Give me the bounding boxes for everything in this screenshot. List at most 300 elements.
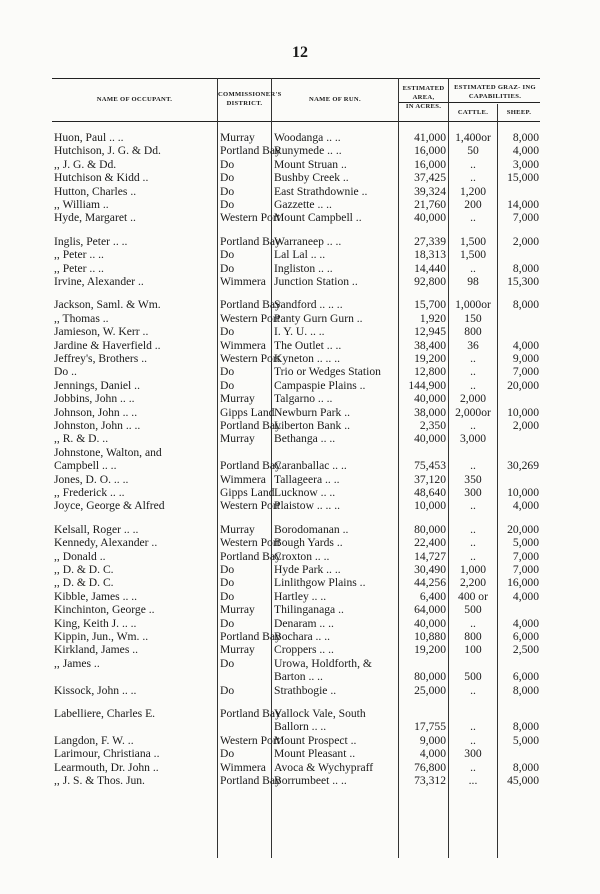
district: Portland Bay — [220, 419, 281, 432]
table-row — [52, 603, 540, 616]
run-name: I. Y. U. .. .. — [274, 325, 325, 339]
cattle-count: 100 — [464, 643, 482, 657]
occupant-name: Larimour, Christiana .. — [54, 747, 160, 761]
table-row — [52, 670, 540, 683]
run-name: Gazzette .. .. — [274, 198, 332, 211]
area-acres: 40,000 — [414, 616, 446, 630]
header-occupant: NAME OF OCCUPANT. — [96, 96, 173, 103]
sheep-count: 20,000 — [507, 378, 539, 392]
page-number: 12 — [292, 44, 308, 61]
area-acres: 4,000 — [419, 747, 446, 761]
table-row — [52, 144, 540, 157]
occupant-name: ,, Donald .. — [54, 549, 106, 563]
table-row — [52, 262, 540, 275]
cattle-count: .. — [470, 459, 476, 473]
area-acres: 41,000 — [414, 131, 446, 144]
occupant-name: ,, James .. — [54, 656, 100, 670]
occupant-name: ,, J. G. & Dd. — [54, 157, 117, 171]
cattle-count: .. — [470, 616, 476, 630]
run-name: Caranballac .. .. — [274, 459, 347, 473]
occupant-name: ,, Peter .. .. — [54, 261, 104, 275]
table-row — [52, 419, 540, 432]
cattle-count: 400 or — [458, 589, 488, 603]
district: Murray — [220, 432, 255, 446]
district: Portland Bay — [220, 144, 281, 158]
run-name: Hyde Park .. .. — [274, 563, 341, 576]
occupant-name: Learmouth, Dr. John .. — [54, 760, 159, 774]
run-name: Campaspie Plains .. — [274, 378, 366, 392]
run-name: East Strathdownie .. — [274, 184, 368, 198]
run-name: Plaistow .. .. .. — [274, 499, 341, 513]
table-row — [52, 643, 540, 656]
run-name: Panty Gurn Gurn .. — [274, 311, 363, 325]
run-name: Talgarno .. .. — [274, 392, 333, 406]
district: Do — [220, 325, 235, 339]
district: Murray — [220, 131, 255, 144]
cattle-count: .. — [470, 499, 476, 513]
table-row — [52, 747, 540, 760]
district: Portland Bay — [220, 298, 281, 312]
sheep-count: 15,300 — [507, 275, 539, 288]
area-acres: 44,256 — [414, 576, 446, 590]
table-row — [52, 339, 540, 352]
district: Murray — [220, 603, 255, 617]
district: Portland Bay — [220, 774, 281, 787]
cattle-count: ... — [468, 774, 478, 787]
district: Gipps Land — [220, 486, 275, 499]
occupant-name: Jeffrey's, Brothers .. — [54, 352, 147, 365]
sheep-count: 4,000 — [512, 589, 539, 603]
cattle-count: .. — [470, 352, 476, 365]
cattle-count: 2,000 — [459, 392, 487, 406]
sheep-count: 15,000 — [507, 171, 539, 185]
run-name: Bochara .. .. — [274, 630, 331, 643]
area-acres: 16,000 — [414, 157, 446, 171]
table-row — [52, 761, 540, 774]
occupant-name: Jones, D. O. .. .. — [54, 472, 129, 486]
run-name: Kyneton .. .. .. — [274, 352, 341, 365]
cattle-count: 36 — [467, 338, 479, 352]
sheep-count: 6,000 — [512, 670, 539, 684]
occupant-name: Kennedy, Alexander .. — [54, 536, 158, 550]
occupant-name: Hutton, Charles .. — [54, 184, 137, 198]
area-acres: 15,700 — [414, 298, 446, 312]
district: Do — [220, 171, 235, 185]
table-row — [52, 392, 540, 405]
area-acres: 21,760 — [414, 198, 446, 211]
district: Do — [220, 747, 235, 761]
run-name: Borrumbeet .. .. — [274, 774, 347, 787]
run-name: Bough Yards .. — [274, 536, 343, 550]
district: Murray — [220, 522, 255, 536]
sheep-count: 16,000 — [507, 576, 539, 590]
district: Do — [220, 616, 235, 630]
sheep-count: 7,000 — [512, 549, 539, 563]
area-acres: 37,425 — [414, 171, 446, 185]
table-row — [52, 446, 540, 459]
district: Do — [220, 365, 235, 379]
area-acres: 19,200 — [414, 352, 446, 365]
header-district: COMMISSIONER'S DISTRICT. — [218, 91, 282, 107]
area-acres: 19,200 — [414, 643, 446, 657]
header-grazing: ESTIMATED GRAZ- ING CAPABILITIES. — [454, 84, 536, 100]
run-name: Croxton .. .. — [274, 549, 330, 563]
occupant-name: Labelliere, Charles E. — [54, 707, 156, 720]
cattle-count: .. — [470, 536, 476, 550]
run-name: Runymede .. .. — [274, 144, 342, 158]
cattle-count: 500 — [464, 670, 482, 684]
table-top-rule — [52, 78, 540, 79]
table-row — [52, 734, 540, 747]
run-name: Borodomanan .. — [274, 522, 349, 536]
run-name: Hartley .. .. — [274, 589, 327, 603]
area-acres: 1,920 — [419, 311, 446, 325]
district: Portland Bay — [220, 630, 281, 643]
cattle-count: .. — [470, 720, 476, 734]
occupant-name: Johnson, John .. .. — [54, 405, 138, 419]
occupant-name: Hutchison, J. G. & Dd. — [54, 144, 161, 158]
area-acres: 73,312 — [414, 774, 446, 787]
district: Murray — [220, 392, 255, 406]
district: Do — [220, 157, 235, 171]
run-name: Trio or Wedges Station — [274, 365, 381, 379]
occupant-name: Do .. — [54, 365, 77, 379]
table-row — [52, 720, 540, 733]
area-acres: 92,800 — [414, 275, 446, 288]
cattle-count: .. — [470, 549, 476, 563]
occupant-name: Kippin, Jun., Wm. .. — [54, 630, 149, 643]
sheep-count: 8,000 — [512, 720, 539, 734]
district: Murray — [220, 643, 255, 657]
cattle-count: .. — [470, 211, 476, 225]
table-row — [52, 365, 540, 378]
occupant-name: Jardine & Haverfield .. — [54, 338, 161, 352]
cattle-count: 1,500 — [459, 248, 487, 262]
table-row — [52, 486, 540, 499]
run-name: Woodanga .. .. — [274, 131, 341, 144]
run-name: Linlithgow Plains .. — [274, 576, 366, 590]
run-name: The Outlet .. .. — [274, 338, 342, 352]
run-name: Lucknow .. .. — [274, 486, 336, 499]
occupant-name: ,, Thomas .. — [54, 311, 109, 325]
district: Western Port — [220, 536, 280, 550]
area-acres: 144,900 — [408, 378, 446, 392]
header-sheep: SHEEP. — [506, 109, 532, 116]
run-name: Strathbogie .. — [274, 683, 337, 697]
cattle-count: 800 — [464, 325, 482, 339]
occupant-name: Joyce, George & Alfred — [54, 499, 165, 513]
district: Do — [220, 184, 235, 198]
district: Do — [220, 683, 235, 697]
sheep-count: 6,000 — [512, 630, 539, 643]
sheep-count: 30,269 — [507, 459, 539, 473]
run-name: Barton .. .. — [274, 670, 323, 684]
area-acres: 10,000 — [414, 499, 446, 513]
area-acres: 48,640 — [414, 486, 446, 499]
cattle-count: .. — [470, 365, 476, 379]
sheep-count: 10,000 — [507, 486, 539, 499]
run-name: Warraneep .. .. — [274, 234, 342, 248]
sheep-count: 4,000 — [512, 616, 539, 630]
run-name: Lal Lal .. .. — [274, 248, 326, 262]
sheep-count: 45,000 — [507, 774, 539, 787]
occupant-name: ,, R. & D. .. — [54, 432, 109, 446]
sheep-count: 5,000 — [512, 536, 539, 550]
occupant-name: Hyde, Margaret .. — [54, 211, 136, 225]
cattle-count: 3,000 — [459, 432, 487, 446]
area-acres: 39,324 — [414, 184, 446, 198]
occupant-name: ,, J. S. & Thos. Jun. — [54, 774, 145, 787]
table-row — [52, 312, 540, 325]
table-row — [52, 379, 540, 392]
table-row — [52, 325, 540, 338]
district: Western Port — [220, 352, 280, 365]
run-name: Thilinganaga .. — [274, 603, 344, 617]
run-name: Croppers .. .. — [274, 643, 334, 657]
area-acres: 10,880 — [414, 630, 446, 643]
table-row — [52, 248, 540, 261]
run-name: Tallageera .. .. — [274, 472, 340, 486]
table-row — [52, 576, 540, 589]
occupant-name: Jackson, Saml. & Wm. — [54, 298, 161, 312]
area-acres: 37,120 — [414, 472, 446, 486]
area-acres: 18,313 — [414, 248, 446, 262]
area-acres: 9,000 — [419, 733, 446, 747]
sheep-count: 4,000 — [512, 499, 539, 513]
run-name: Mount Prospect .. — [274, 733, 357, 747]
occupant-name: Langdon, F. W. .. — [54, 733, 134, 747]
occupant-name: ,, William .. — [54, 198, 109, 211]
sheep-count: 4,000 — [512, 338, 539, 352]
sheep-count: 4,000 — [512, 144, 539, 158]
sheep-count: 8,000 — [512, 298, 539, 312]
cattle-count: 350 — [464, 472, 482, 486]
cattle-count: 800 — [464, 630, 482, 643]
occupant-name: Johnstone, Walton, and — [54, 445, 162, 459]
cattle-count: 200 — [464, 198, 482, 211]
district: Wimmera — [220, 338, 266, 352]
district: Do — [220, 589, 235, 603]
area-acres: 80,000 — [414, 522, 446, 536]
area-acres: 14,440 — [414, 261, 446, 275]
sheep-count: 10,000 — [507, 405, 539, 419]
area-acres: 22,400 — [414, 536, 446, 550]
sheep-count: 20,000 — [507, 522, 539, 536]
cattle-count: 300 — [464, 486, 482, 499]
area-acres: 38,000 — [414, 405, 446, 419]
sheep-count: 9,000 — [512, 352, 539, 365]
cattle-count: .. — [470, 261, 476, 275]
district: Do — [220, 656, 235, 670]
district: Wimmera — [220, 760, 266, 774]
area-acres: 40,000 — [414, 392, 446, 406]
table-row — [52, 774, 540, 787]
table-row — [52, 617, 540, 630]
sheep-count: 2,500 — [512, 643, 539, 657]
cattle-count: 2,200 — [459, 576, 487, 590]
occupant-name: Jennings, Daniel .. — [54, 378, 140, 392]
area-acres: 2,350 — [419, 419, 446, 432]
occupant-name: Hutchison & Kidd .. — [54, 171, 149, 185]
cattle-count: 500 — [464, 603, 482, 617]
table-row — [52, 536, 540, 549]
occupant-name: Huon, Paul .. .. — [54, 131, 124, 144]
table-row — [52, 550, 540, 563]
table-row — [52, 473, 540, 486]
table-row — [52, 684, 540, 697]
sheep-count: 7,000 — [512, 211, 539, 225]
cattle-count: 1,500 — [459, 234, 487, 248]
area-acres: 75,453 — [414, 459, 446, 473]
area-acres: 64,000 — [414, 603, 446, 617]
occupant-name: King, Keith J. .. .. — [54, 616, 137, 630]
occupant-name: Inglis, Peter .. .. — [54, 234, 128, 248]
sheep-count: 8,000 — [512, 261, 539, 275]
district: Portland Bay — [220, 459, 281, 473]
occupant-name: Kissock, John .. .. — [54, 683, 137, 697]
area-acres: 12,945 — [414, 325, 446, 339]
district: Portland Bay — [220, 707, 281, 720]
area-acres: 25,000 — [414, 683, 446, 697]
sheep-count: 8,000 — [512, 131, 539, 144]
occupant-name: Irvine, Alexander .. — [54, 275, 144, 288]
cattle-count: 1,000 — [459, 563, 487, 576]
district: Wimmera — [220, 472, 266, 486]
district: Do — [220, 198, 235, 211]
area-acres: 17,755 — [414, 720, 446, 734]
area-acres: 30,490 — [414, 563, 446, 576]
district: Do — [220, 563, 235, 576]
table-row — [52, 198, 540, 211]
table-row — [52, 432, 540, 445]
area-acres: 80,000 — [414, 670, 446, 684]
area-acres: 40,000 — [414, 432, 446, 446]
district: Western Port — [220, 733, 280, 747]
sheep-count: 5,000 — [512, 733, 539, 747]
area-acres: 38,400 — [414, 338, 446, 352]
table-row — [52, 185, 540, 198]
occupant-name: Kirkland, James .. — [54, 643, 139, 657]
run-name: Junction Station .. — [274, 275, 358, 288]
table-row — [52, 275, 540, 288]
sheep-count: 2,000 — [512, 419, 539, 432]
occupant-name: ,, Peter .. .. — [54, 248, 104, 262]
area-acres: 40,000 — [414, 211, 446, 225]
run-name: Mount Campbell .. — [274, 211, 362, 225]
occupant-name: ,, D. & D. C. — [54, 563, 114, 576]
district: Portland Bay — [220, 234, 281, 248]
table-row — [52, 171, 540, 184]
run-name: Avoca & Wychypraff — [274, 760, 374, 774]
area-acres: 14,727 — [414, 549, 446, 563]
sheep-count: 14,000 — [507, 198, 539, 211]
district: Do — [220, 378, 235, 392]
header-cattle: CATTLE. — [457, 109, 489, 116]
table-row — [52, 563, 540, 576]
table-row — [52, 657, 540, 670]
occupant-name: Kelsall, Roger .. .. — [54, 522, 139, 536]
cattle-count: 1,000or — [455, 298, 491, 312]
area-acres: 12,800 — [414, 365, 446, 379]
sheep-count: 2,000 — [512, 234, 539, 248]
run-name: Bethanga .. .. — [274, 432, 336, 446]
district: Wimmera — [220, 275, 266, 288]
run-name: Ballorn .. .. — [274, 720, 327, 734]
occupant-name: Campbell .. .. — [54, 459, 117, 473]
area-acres: 76,800 — [414, 760, 446, 774]
occupant-name: Jobbins, John .. .. — [54, 392, 135, 406]
header-run: NAME OF RUN. — [309, 96, 361, 103]
table-row — [52, 406, 540, 419]
run-name: Urowa, Holdforth, & — [274, 656, 372, 670]
run-name: Mount Struan .. — [274, 157, 347, 171]
table-row — [52, 523, 540, 536]
run-name: Yallock Vale, South — [274, 707, 366, 720]
table-row — [52, 630, 540, 643]
cattle-count: 2,000or — [455, 405, 491, 419]
run-name: Denaram .. .. — [274, 616, 334, 630]
cattle-count: .. — [470, 522, 476, 536]
table-row — [52, 235, 540, 248]
cattle-count: .. — [470, 733, 476, 747]
cattle-count: .. — [470, 378, 476, 392]
area-acres: 6,400 — [419, 589, 446, 603]
table-row — [52, 298, 540, 311]
district: Do — [220, 576, 235, 590]
district: Gipps Land — [220, 405, 275, 419]
table-row — [52, 590, 540, 603]
cattle-count: .. — [470, 760, 476, 774]
sheep-count: 7,000 — [512, 563, 539, 576]
cattle-count: 1,400or — [455, 131, 491, 144]
cattle-count: .. — [470, 419, 476, 432]
district: Western Port — [220, 311, 280, 325]
occupant-name: Kibble, James .. .. — [54, 589, 138, 603]
occupant-name: Kinchinton, George .. — [54, 603, 155, 617]
district: Portland Bay — [220, 549, 281, 563]
run-name: Ingliston .. .. — [274, 261, 333, 275]
sheep-count: 8,000 — [512, 683, 539, 697]
cattle-count: 300 — [464, 747, 482, 761]
district: Do — [220, 248, 235, 262]
district: Western Port — [220, 499, 280, 513]
cattle-count: 150 — [464, 311, 482, 325]
area-acres: 16,000 — [414, 144, 446, 158]
table-row — [52, 499, 540, 512]
cattle-count: 50 — [467, 144, 479, 158]
occupant-name: Johnston, John .. .. — [54, 419, 141, 432]
occupant-name: Jamieson, W. Kerr .. — [54, 325, 149, 339]
cattle-count: .. — [470, 157, 476, 171]
cattle-count: 1,200 — [459, 184, 487, 198]
cattle-count: .. — [470, 171, 476, 185]
occupant-name: ,, D. & D. C. — [54, 576, 114, 590]
run-name: Mount Pleasant .. — [274, 747, 356, 761]
table-row — [52, 459, 540, 472]
run-name: Sandford .. .. .. — [274, 298, 343, 312]
header-area: ESTIMATED AREA, IN ACRES. — [402, 85, 445, 110]
table-row — [52, 158, 540, 171]
sheep-count: 3,000 — [512, 157, 539, 171]
district: Western Port — [220, 211, 280, 225]
run-name: Bushby Creek .. — [274, 171, 349, 185]
sheep-count: 7,000 — [512, 365, 539, 379]
cattle-count: 98 — [467, 275, 479, 288]
table-row — [52, 707, 540, 720]
cattle-count: .. — [470, 683, 476, 697]
run-name: Liberton Bank .. — [274, 419, 350, 432]
table-row — [52, 352, 540, 365]
